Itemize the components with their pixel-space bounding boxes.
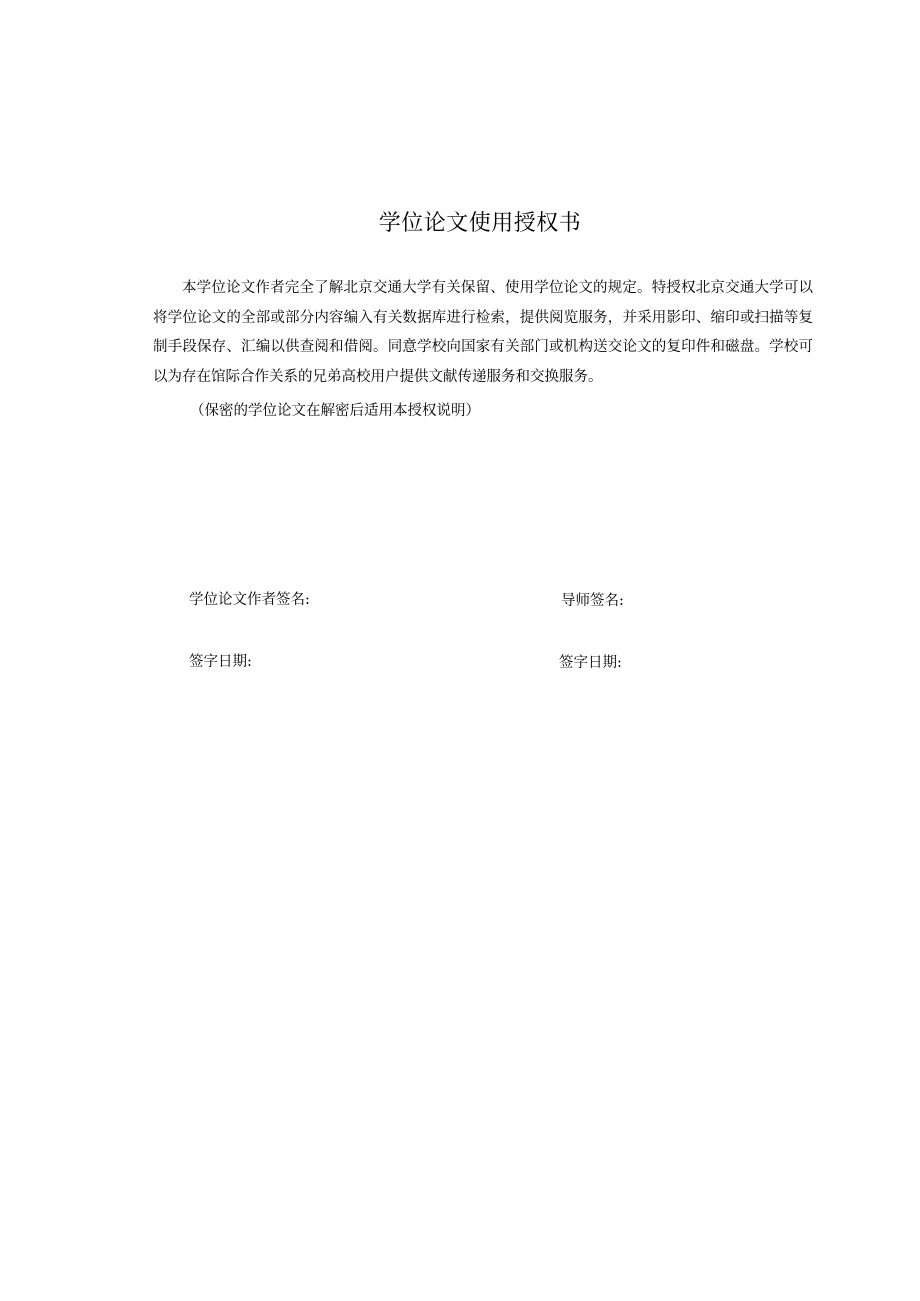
confidential-note: （保密的学位论文在解密后适用本授权说明）	[190, 403, 480, 419]
advisor-signature-label: 导师签名:	[561, 593, 624, 609]
authorization-paragraph: 本学位论文作者完全了解北京交通大学有关保留、使用学位论文的规定。特授权北京交通大学可以将学位论文的全部或部分内容编入有关数据库进行检索，提供阅览服务，并采用影印、缩印或扫描等复制手段保存、汇编以供查阅和借阅。同意学校向国家有关部门或机构送交论文的复印件和磁盘。学校可以为存在馆际合作关系的兄弟高校用户提供文献传递服务和交换服务。	[153, 280, 813, 385]
page-title: 学位论文使用授权书	[378, 211, 582, 236]
author-date-label: 签字日期:	[189, 654, 252, 670]
advisor-date-label: 签字日期:	[559, 655, 622, 671]
author-signature-label: 学位论文作者签名:	[189, 592, 310, 608]
